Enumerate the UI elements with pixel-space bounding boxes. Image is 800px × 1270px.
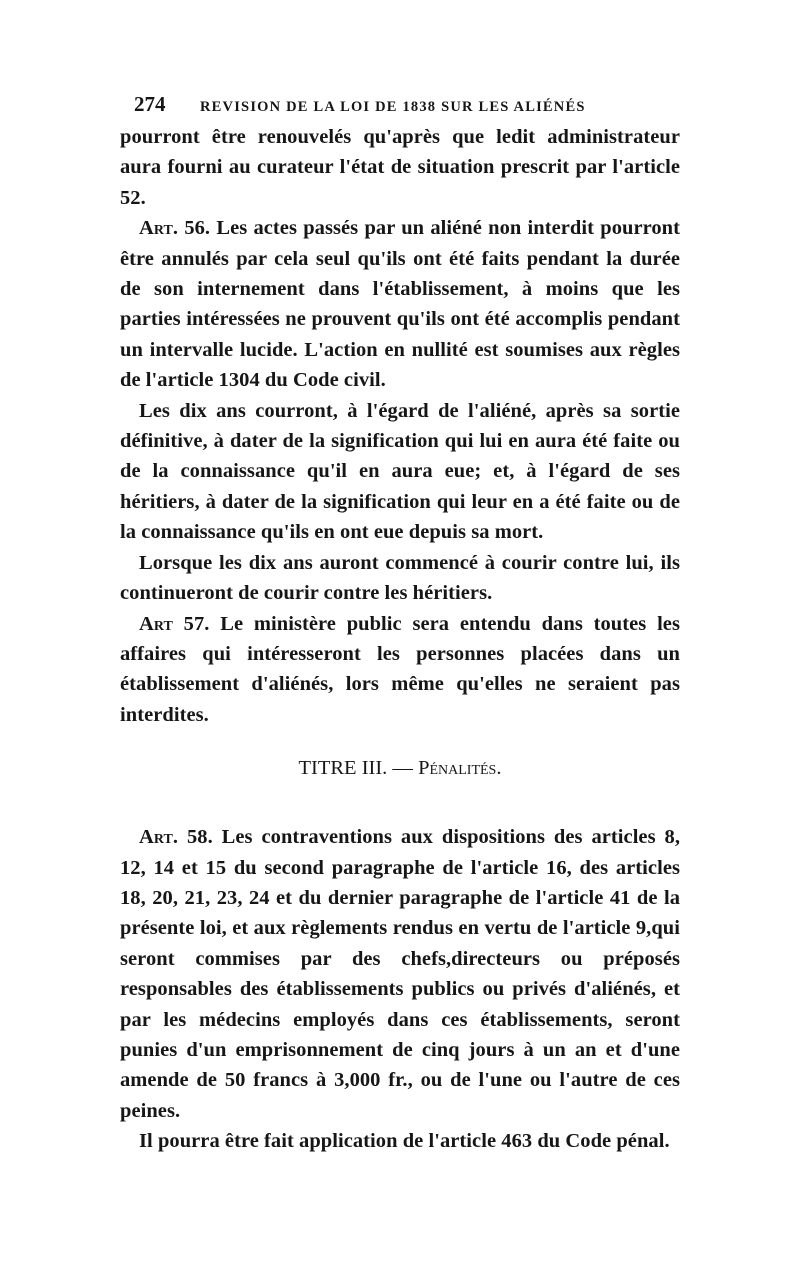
article-56 bbox=[120, 213, 680, 395]
article-text: Le ministère public sera entendu dans toutes les affaires qui intéresseront les personnes placées dans un établissement d'aliénés, lors même qu'elles ne seraient pas interdites. bbox=[120, 612, 680, 726]
paragraph-application bbox=[120, 1126, 680, 1156]
paragraph-text: pourront être renouvelés qu'après que ledit administrateur aura fourni au curateur l'état de situation prescrit par l'article 52. bbox=[120, 126, 680, 209]
section-prefix: TITRE III. — bbox=[298, 757, 419, 780]
page-number: 274 bbox=[134, 92, 166, 116]
paragraph-text: Il pourra être fait application de l'article 463 du Code pénal. bbox=[139, 1130, 670, 1153]
article-58 bbox=[120, 822, 680, 1126]
article-label: Art. 58. bbox=[139, 826, 213, 849]
article-label: Art 57. bbox=[139, 612, 210, 635]
running-head bbox=[120, 92, 680, 118]
paragraph-continuation bbox=[120, 122, 680, 213]
paragraph-text: Lorsque les dix ans auront commencé à courir contre lui, ils continueront de courir contre les héritiers. bbox=[120, 551, 680, 605]
section-name: Pénalités. bbox=[418, 757, 502, 780]
paragraph-dix-ans bbox=[120, 396, 680, 548]
article-text: Les actes passés par un aliéné non interdit pourront être annulés par cela seul qu'ils ont été faits pendant la durée de son internement dans l'établissement, à moins que les parties intéressées ne prouvent qu'ils ont été accomplis pendant un intervalle lucide. L'action en nullité est soumises aux règles de l'article 1304 du Code civil. bbox=[120, 217, 680, 392]
paragraph-lorsque bbox=[120, 548, 680, 609]
running-title: REVISION DE LA LOI DE 1838 SUR LES ALIÉNÉS bbox=[200, 99, 586, 115]
paragraph-text: Les dix ans courront, à l'égard de l'aliéné, après sa sortie définitive, à dater de la signification qui lui en aura été faite ou de la connaissance qu'il en aura eue; et, à l'égard de ses héritiers, à dater de la signification qui leur en a été faite ou de la connaissance qu'ils en ont eue depuis sa mort. bbox=[120, 399, 680, 544]
article-57 bbox=[120, 609, 680, 731]
article-label: Art. 56. bbox=[139, 217, 211, 240]
book-page bbox=[120, 92, 680, 1157]
article-text: Les contraventions aux dispositions des articles 8, 12, 14 et 15 du second paragraphe de l'article 16, des articles 18, 20, 21, 23, 24 et du dernier paragraphe de l'article 41 de la présente loi, et aux règlements rendus en vertu de l'article 9,qui seront commises par des chefs,directeurs ou préposés responsables des établissements publics ou privés d'aliénés, et par les médecins employés dans ces établissements, seront punies d'un emprisonnement de cinq jours à un an et d'une amende de 50 francs à 3,000 fr., ou de l'une ou l'autre de ces peines. bbox=[120, 826, 680, 1122]
section-heading bbox=[120, 752, 680, 784]
